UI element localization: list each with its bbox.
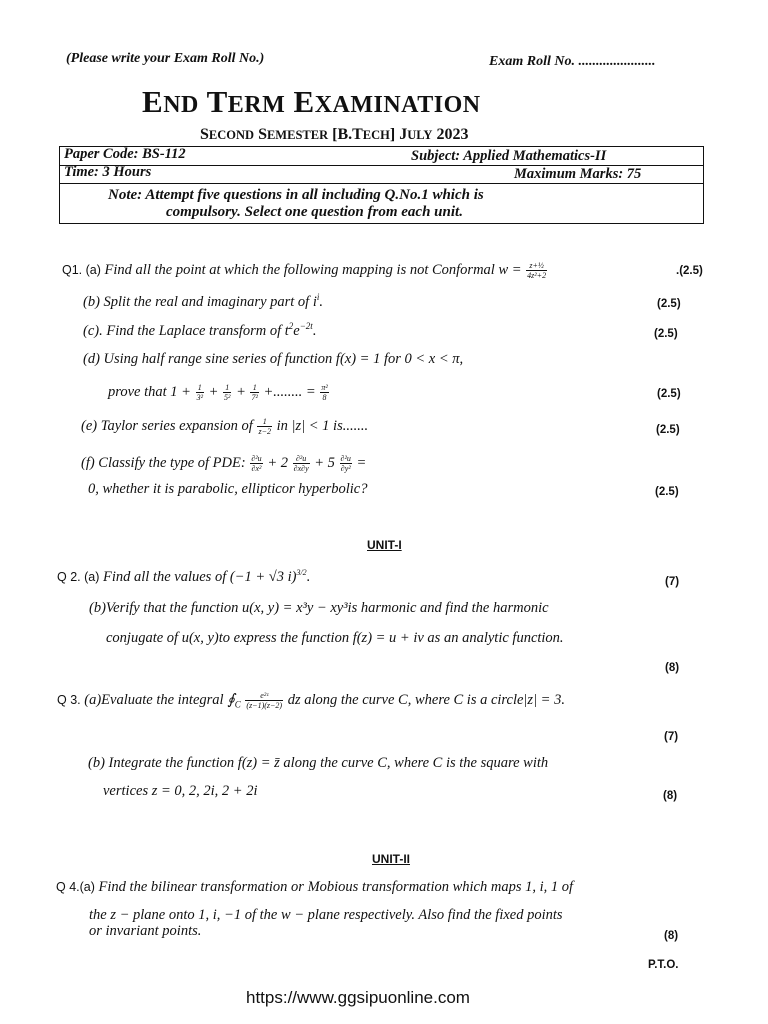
q1b-question: (b) Split the real and imaginary part of $i^i$. bbox=[83, 292, 324, 310]
q1f-question-cont: 0, whether it is parabolic, ellipticor hyperbolic? bbox=[88, 481, 368, 497]
roll-instruction: (Please write your Exam Roll No.) bbox=[66, 51, 265, 66]
q1f-question: (f) Classify the type of PDE: $\frac{\text{∂²u}}{\text{∂x²}}$ + 2 $\frac{\text{∂²u}}{\partial x\partial y}$ + 5 $\frac{\text{∂²u}}{\text{∂y²}}$ = bbox=[81, 454, 367, 473]
q2a-question: Q 2. (a) Find all the values of (−1 + √3 i)$^{3/2}$. bbox=[57, 568, 311, 585]
note-line-2: compulsory. Select one question from each unit. bbox=[166, 204, 463, 220]
q4-question-line-1: Q 4.(a) Find the bilinear transformation or Mobious transformation which maps 1, i, 1 of bbox=[56, 879, 574, 895]
q2a-marks: (7) bbox=[665, 576, 680, 588]
exam-title: END TERM EXAMINATION bbox=[142, 84, 481, 119]
footer-url[interactable]: https://www.ggsipuonline.com bbox=[246, 988, 470, 1007]
q1e-marks: (2.5) bbox=[656, 424, 680, 436]
q1c-question: (c). Find the Laplace transform of $t^2e^{-2t}$. bbox=[83, 321, 317, 339]
q2b-question-line-1: (b)Verify that the function u(x, y) = x³y − xy³is harmonic and find the harmonic bbox=[89, 600, 549, 616]
q3b-question-line-2: vertices z = 0, 2, 2i, 2 + 2i bbox=[103, 783, 258, 799]
q1c-marks: (2.5) bbox=[654, 328, 678, 340]
pto-marker: P.T.O. bbox=[648, 959, 679, 971]
unit-1-heading: UNIT-I bbox=[367, 538, 402, 552]
q3a-marks: (7) bbox=[664, 731, 679, 743]
q3b-question-line-1: (b) Integrate the function f(z) = z̄ along the curve C, where C is the square with bbox=[88, 755, 549, 771]
q2b-marks: (8) bbox=[665, 662, 680, 674]
q4-marks: (8) bbox=[664, 930, 679, 942]
q1d-proof-statement: prove that 1 + $\frac{1}{\text{3²}}$ + $\frac{1}{\text{5²}}$ + $\frac{1}{\text{7²}}$ +........ = $\frac{\text{π²}}{8}$ bbox=[108, 383, 328, 402]
exam-time: Time: 3 Hours bbox=[64, 164, 152, 180]
q1d-marks: (2.5) bbox=[657, 388, 681, 400]
exam-roll-label: Exam Roll No. ...................... bbox=[489, 54, 656, 69]
q1a-question: Q1. (a) Find all the point at which the following mapping is not Conformal w = $\frac{\text{z+½}}{\text{4z²+2}}$ bbox=[62, 261, 547, 280]
q1f-marks: (2.5) bbox=[655, 486, 679, 498]
q1e-question: (e) Taylor series expansion of $\frac{1}{z-2}$ in |z| < 1 is....... bbox=[81, 417, 369, 436]
q3b-marks: (8) bbox=[663, 790, 678, 802]
q1a-marks: .(2.5) bbox=[676, 265, 703, 277]
maximum-marks: Maximum Marks: 75 bbox=[514, 166, 642, 182]
q4-question-line-2: the z − plane onto 1, i, −1 of the w − plane respectively. Also find the fixed points bbox=[89, 907, 563, 923]
q2b-question-line-2: conjugate of u(x, y)to express the function f(z) = u + iv as an analytic function. bbox=[106, 630, 564, 646]
q4-question-line-3: or invariant points. bbox=[89, 923, 202, 939]
q1b-marks: (2.5) bbox=[657, 298, 681, 310]
q3a-question: Q 3. (a)Evaluate the integral $∮_C$ $\frac{\text{e²ᶻ}}{(z-1)(z-2)}$ dz along the curve C, where C is a circle|z| = 3. bbox=[57, 691, 565, 710]
q1d-question: (d) Using half range sine series of function f(x) = 1 for 0 < x < π, bbox=[83, 351, 464, 367]
subject: Subject: Applied Mathematics-II bbox=[411, 148, 607, 164]
note-line-1: Note: Attempt five questions in all including Q.No.1 which is bbox=[108, 187, 484, 203]
exam-subtitle: SECOND SEMESTER [B.TECH] JULY 2023 bbox=[200, 126, 469, 143]
paper-code: Paper Code: BS-112 bbox=[64, 146, 186, 162]
unit-2-heading: UNIT-II bbox=[372, 852, 410, 866]
